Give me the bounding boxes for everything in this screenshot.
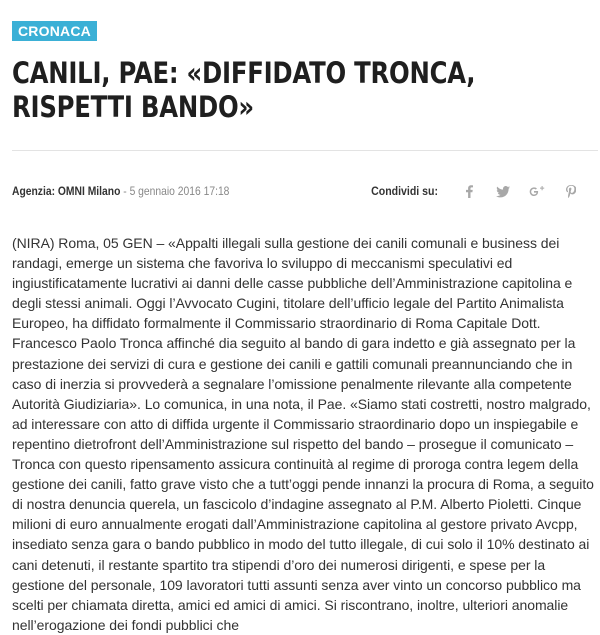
share-bar (362, 181, 588, 201)
page-title: CANILI, PAE: «DIFFIDATO TRONCA, RISPETTI BANDO» (12, 56, 476, 124)
publish-date: 5 gennaio 2016 17:18 (129, 184, 230, 198)
pinterest-icon[interactable] (554, 181, 588, 201)
divider (12, 150, 598, 151)
share-label: Condividi su: (371, 184, 438, 198)
facebook-icon[interactable] (452, 181, 486, 201)
agency-label: Agenzia: (12, 184, 56, 198)
separator: - (120, 184, 130, 198)
agency-name: OMNI Milano (57, 184, 121, 198)
article-body: (NIRA) Roma, 05 GEN – «Appalti illegali sulla gestione dei canili comunali e business dei randagi, emerge un sistema che favoriva lo sviluppo di meccanismi speculativi ed ingiustificatamente lucrativi ai danni delle casse pubbliche dell’Amministrazione capitolina e degli stessi animali. Oggi l’Avvocato Cugini, titolare dell’ufficio legale del Partito Animalista Europeo, ha diffidato formalmente il Commissario straordinario di Roma Capitale Dott. Francesco Paolo Tronca affinché dia seguito al bando di gara indetto e già assegnato per la prestazione dei servizi di cura e gestione dei canili e gattili comunali preannunciando che in caso di inerzia si provvederà a segnalare l’omissione penalmente rilevante alla competente Autorità Giudiziaria». Lo comunica, in una nota, il Pae. «Siamo stati costretti, nostro malgrado, ad interessare con atto di diffida urgente il Commissario straordinario dopo un inspiegabile e repentino dietrofront dell’Amministrazione sul rispetto del bando – prosegue il comunicato – Tronca con questo ripensamento assicura continuità al regime di proroga contra legem della gestione dei canili, fatto grave visto che a tutt’oggi pende innanzi la procura di Roma, a seguito di nostra denuncia querela, un fascicolo d’indagine assegnato al P.M. Alberto Pioletti. Cinque milioni di euro annualmente erogati dall’Amministrazione capitolina al gestore privato Avcpp, insediato senza gara o bando pubblico in modo del tutto illegale, di cui solo il 10% destinato ai cani detenuti, il restante spartito tra stipendi d’oro dei numerosi dirigenti, e spese per la gestione del personale, 109 lavoratori tutti assunti senza aver vinto un concorso pubblico ma scelti per chiamata diretta, amici ed amici di amici. Si riscontrano, inoltre, ulteriori anomalie nell’erogazione dei fondi pubblici che (12, 235, 594, 633)
google-plus-icon[interactable] (520, 181, 554, 201)
category-badge[interactable]: CRONACA (12, 21, 97, 41)
article-meta (12, 184, 229, 198)
twitter-icon[interactable] (486, 181, 520, 201)
